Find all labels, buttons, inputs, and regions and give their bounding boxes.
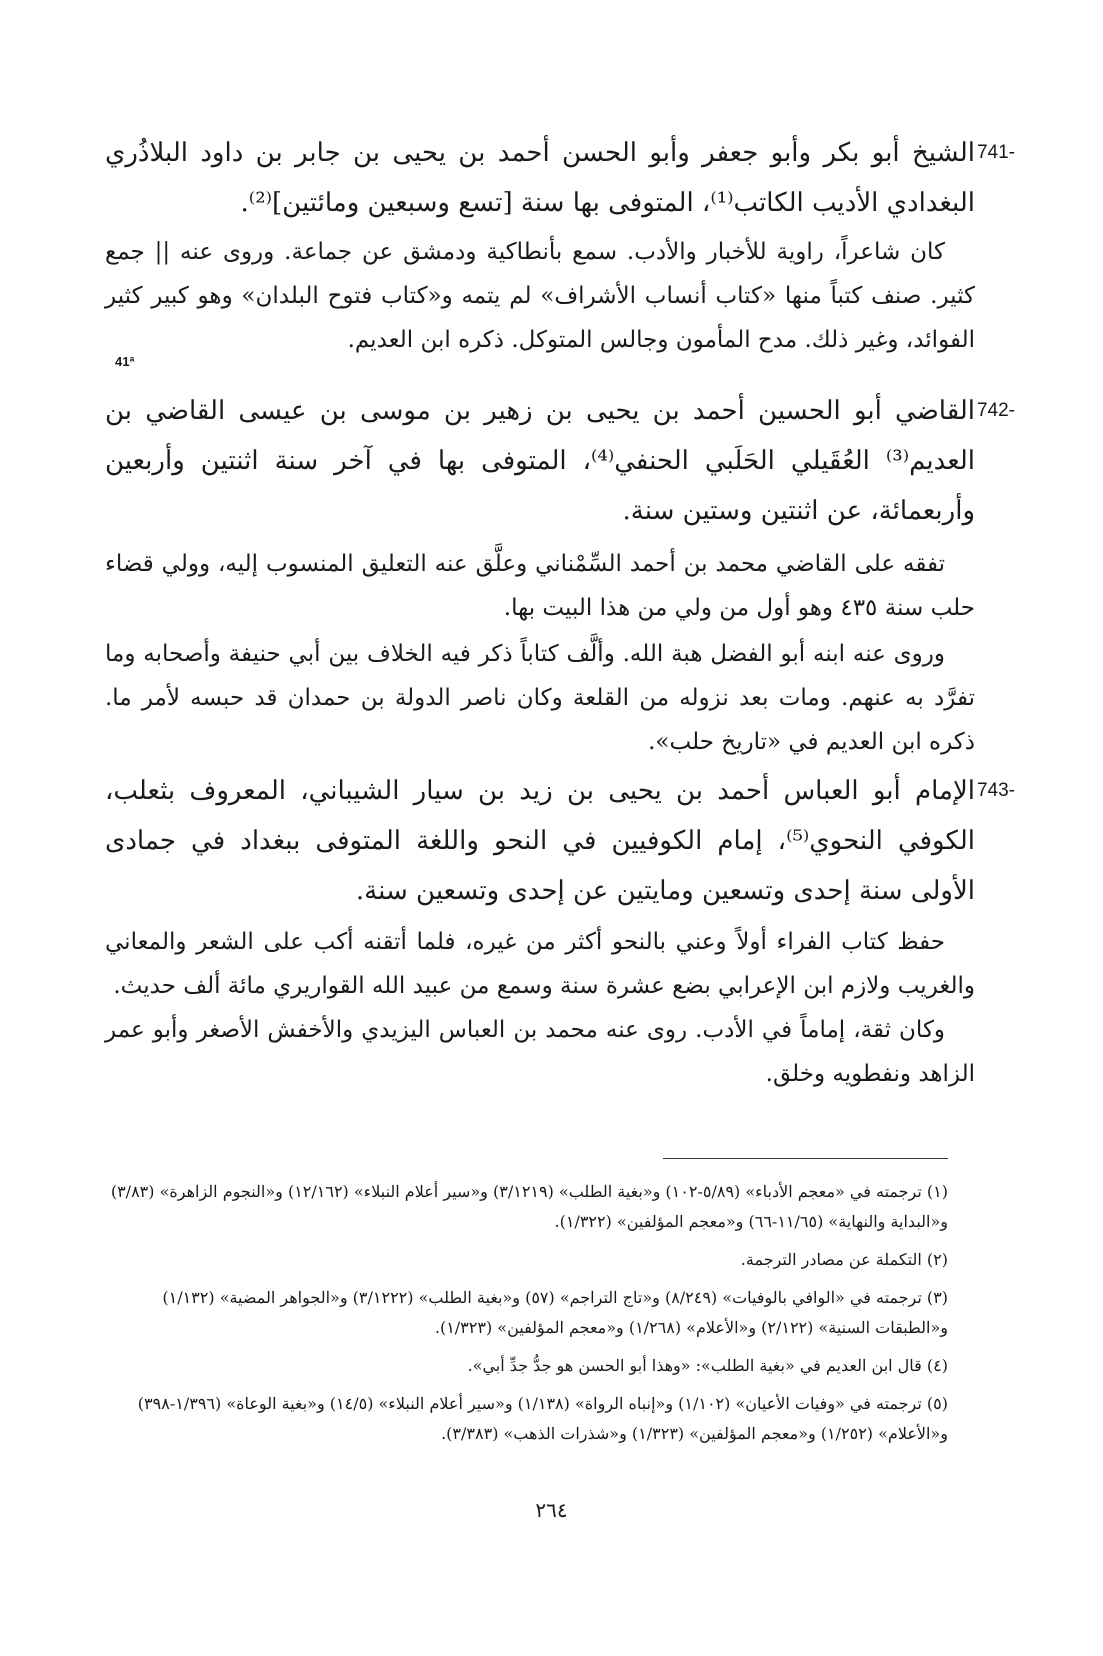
entry-paragraph: حفظ كتاب الفراء أولاً وعني بالنحو أكثر من غيره، فلما أتقنه أكب على الشعر والمعاني والغريب ولازم ابن الإعرابي بضع عشرة سنة وسمع من عبيد الله القواريري مائة ألف حديث. bbox=[105, 929, 975, 999]
entry-paragraph: كان شاعراً، راوية للأخبار والأدب. سمع بأنطاكية ودمشق عن جماعة. وروى عنه || جمع كثير. صنف كتباً منها «كتاب أنساب الأشراف» لم يتمه و«كتاب فتوح البلدان» وهو كبير كثير الفوائد، وغير ذلك. مدح المأمون وجالس المتوكل. ذكره ابن العديم. bbox=[105, 239, 975, 353]
page-number: ٢٦٤ bbox=[535, 1498, 568, 1522]
footnote-separator bbox=[663, 1158, 948, 1159]
entry-741 bbox=[105, 128, 1015, 362]
entry-742 bbox=[105, 386, 1015, 764]
entry-743 bbox=[105, 766, 1015, 1096]
footnote: (٢) التكملة عن مصادر الترجمة. bbox=[740, 1250, 948, 1269]
folio-marker: 41ª bbox=[115, 354, 135, 369]
entry-number: 743- bbox=[976, 780, 1015, 801]
footnotes bbox=[93, 1177, 948, 1457]
entry-paragraph: وكان ثقة، إماماً في الأدب. روى عنه محمد بن العباس اليزيدي والأخفش الأصغر وأبو عمر الزاهد ونفطويه وخلق. bbox=[105, 1017, 975, 1087]
entry-heading: الإمام أبو العباس أحمد بن يحيى بن زيد بن سيار الشيباني، المعروف بثعلب، الكوفي النحوي⁽⁵⁾، إمام الكوفيين في النحو واللغة المتوفى ببغداد في جمادى الأولى سنة إحدى وتسعين ومايتين عن إحدى وتسعين سنة. bbox=[105, 776, 975, 906]
entry-number: 741- bbox=[976, 142, 1015, 163]
entry-paragraph: وروى عنه ابنه أبو الفضل هبة الله. وألَّف كتاباً ذكر فيه الخلاف بين أبي حنيفة وأصحابه وما تفرَّد به عنهم. ومات بعد نزوله من القلعة وكان ناصر الدولة بن حمدان قد حبسه لأمر ما. ذكره ابن العديم في «تاريخ حلب». bbox=[105, 641, 975, 755]
footnote: (٣) ترجمته في «الوافي بالوفيات» (٨/٢٤٩) و«تاج التراجم» (٥٧) و«بغية الطلب» (٣/١٢٢٢) و«الجواهر المضية» (١/١٣٢) و«الطبقات السنية» (٢/١٢٢) و«الأعلام» (١/٢٦٨) و«معجم المؤلفين» (١/٣٢٣). bbox=[162, 1288, 948, 1337]
footnote: (٥) ترجمته في «وفيات الأعيان» (١/١٠٢) و«إنباه الرواة» (١/١٣٨) و«سير أعلام النبلاء» (١٤/٥) و«بغية الوعاة» (١/٣٩٦-٣٩٨) و«الأعلام» (١/٢٥٢) و«معجم المؤلفين» (١/٣٢٣) و«شذرات الذهب» (٣/٣٨٣). bbox=[137, 1394, 948, 1443]
entry-heading: القاضي أبو الحسين أحمد بن يحيى بن زهير بن موسى بن عيسى القاضي بن العديم⁽³⁾ العُقَيلي الحَلَبي الحنفي⁽⁴⁾، المتوفى بها في آخر سنة اثنتين وأربعين وأربعمائة، عن اثنتين وستين سنة. bbox=[105, 396, 975, 526]
entry-paragraph: تفقه على القاضي محمد بن أحمد السِّمْناني وعلَّق عنه التعليق المنسوب إليه، وولي قضاء حلب سنة ٤٣٥ وهو أول من ولي من هذا البيت بها. bbox=[105, 551, 975, 621]
footnote: (٤) قال ابن العديم في «بغية الطلب»: «وهذا أبو الحسن هو جدُّ جدِّ أبي». bbox=[467, 1356, 948, 1375]
entry-number: 742- bbox=[976, 400, 1015, 421]
entry-heading: الشيخ أبو بكر وأبو جعفر وأبو الحسن أحمد بن يحيى بن جابر بن داود البلاذُري البغدادي الأديب الكاتب⁽¹⁾، المتوفى بها سنة [تسع وسبعين ومائتين]⁽²⁾. bbox=[105, 138, 975, 218]
footnote: (١) ترجمته في «معجم الأدباء» (٥/٨٩-١٠٢) و«بغية الطلب» (٣/١٢١٩) و«سير أعلام النبلاء» (١٢/١٦٢) و«النجوم الزاهرة» (٣/٨٣) و«البداية والنهاية» (١١/٦٥-٦٦) و«معجم المؤلفين» (١/٣٢٢). bbox=[110, 1182, 948, 1231]
